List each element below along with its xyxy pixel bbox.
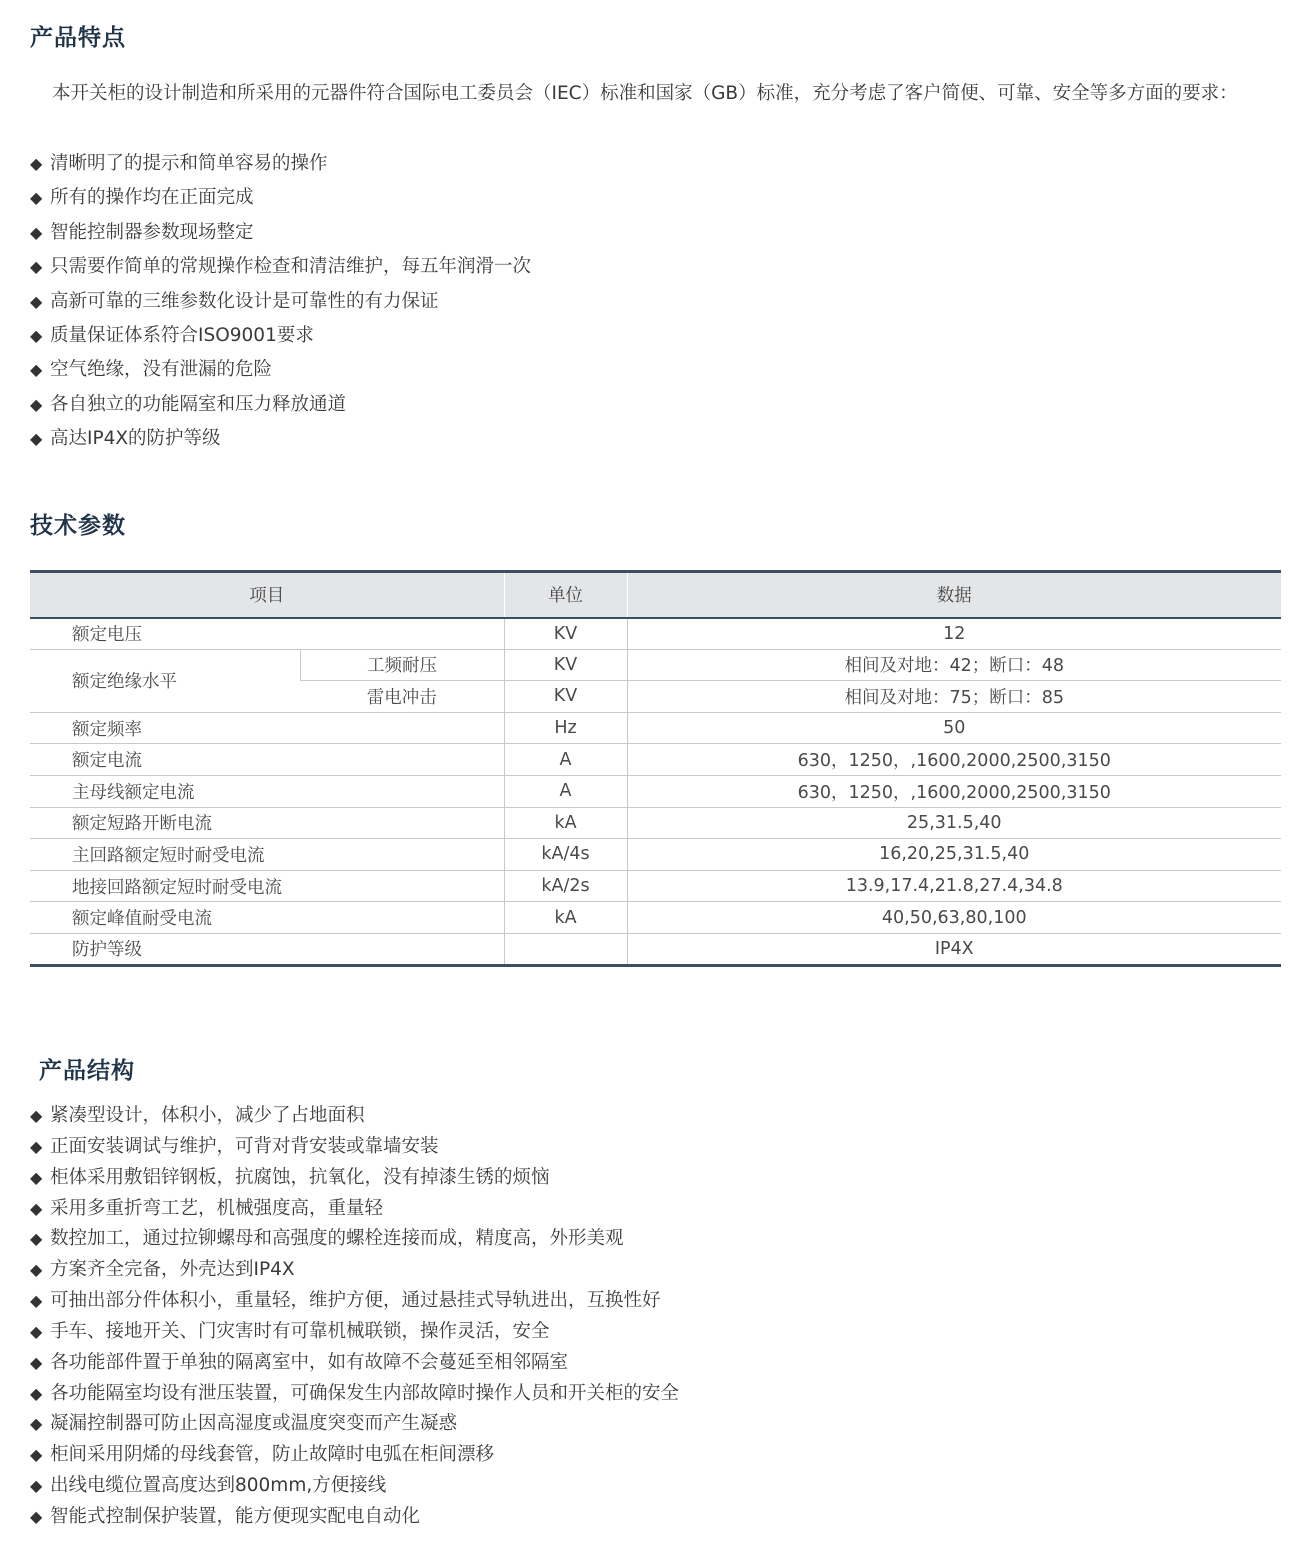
list-item: ◆ 柜体采用敷铝锌钢板，抗腐蚀，抗氧化，没有掉漆生锈的烦恼 [30,1163,679,1194]
row-name: 额定电流 [30,744,504,776]
header-data: 数据 [627,572,1281,618]
row-unit: A [504,775,627,807]
list-item: ◆ 紧凑型设计，体积小，减少了占地面积 [30,1101,679,1132]
row-name: 地接回路额定短时耐受电流 [30,870,504,902]
list-item: ◆ 柜间采用阴烯的母线套管，防止故障时电弧在柜间漂移 [30,1440,679,1471]
diamond-bullet-icon: ◆ [30,154,43,173]
row-name: 防护等级 [30,933,504,965]
table-row [30,902,1281,934]
diamond-bullet-icon: ◆ [30,1198,43,1218]
diamond-bullet-icon: ◆ [30,1352,43,1372]
list-item: ◆ 正面安装调试与维护，可背对背安装或靠墙安装 [30,1132,679,1163]
diamond-bullet-icon: ◆ [30,1383,43,1403]
list-item: ◆ 可抽出部分件体积小，重量轻，维护方便，通过悬挂式导轨进出，互换性好 [30,1286,679,1317]
table-row [30,744,1281,776]
diamond-bullet-icon: ◆ [30,1414,43,1434]
diamond-bullet-icon: ◆ [30,1136,43,1156]
row-unit: Hz [504,712,627,744]
diamond-bullet-icon: ◆ [30,1476,43,1496]
diamond-bullet-icon: ◆ [30,188,43,208]
row-name: 主回路额定短时耐受电流 [30,839,504,871]
table-row [30,649,1281,681]
diamond-bullet-icon: ◆ [30,325,43,345]
row-unit: KV [504,618,627,650]
list-item: ◆ 只需要作简单的常规操作检查和清洁维护，每五年润滑一次 [30,250,531,284]
features-title: 产品特点 [30,25,126,51]
row-subname: 雷电冲击 [300,681,504,713]
list-item: ◆ 质量保证体系符合ISO9001要求 [30,319,531,353]
table-row [30,618,1281,650]
diamond-bullet-icon: ◆ [30,1167,43,1187]
diamond-bullet-icon: ◆ [30,1106,43,1125]
diamond-bullet-icon: ◆ [30,360,43,380]
table-row [30,712,1281,744]
list-item: ◆ 高达IP4X的防护等级 [30,422,531,456]
list-item: ◆ 凝漏控制器可防止因高湿度或温度突变而产生凝惑 [30,1409,679,1440]
row-name: 额定绝缘水平 [30,649,300,712]
row-name: 额定电压 [30,618,504,650]
row-value: 12 [627,618,1281,650]
row-name: 额定短路开断电流 [30,807,504,839]
header-item: 项目 [30,572,504,618]
list-item: ◆ 手车、接地开关、门灾害时有可靠机械联锁，操作灵活，安全 [30,1317,679,1348]
row-value: 630，1250，,1600,2000,2500,3150 [627,744,1281,776]
table-row [30,775,1281,807]
list-item: ◆ 清晰明了的提示和简单容易的操作 [30,147,531,181]
diamond-bullet-icon: ◆ [30,394,43,414]
row-subname: 工频耐压 [300,649,504,681]
row-value: 40,50,63,80,100 [627,902,1281,934]
row-name: 额定峰值耐受电流 [30,902,504,934]
list-item: ◆ 各自独立的功能隔室和压力释放通道 [30,388,531,422]
row-unit: kA/4s [504,839,627,871]
list-item: ◆ 各功能部件置于单独的隔离室中，如有故障不会蔓延至相邻隔室 [30,1348,679,1379]
header-unit: 单位 [504,572,627,618]
list-item: ◆ 采用多重折弯工艺，机械强度高，重量轻 [30,1194,679,1225]
diamond-bullet-icon: ◆ [30,1229,43,1249]
list-item: ◆ 高新可靠的三维参数化设计是可靠性的有力保证 [30,285,531,319]
features-list [30,147,531,457]
row-unit: A [504,744,627,776]
list-item: ◆ 智能控制器参数现场整定 [30,216,531,250]
diamond-bullet-icon: ◆ [30,1445,43,1465]
row-unit: kA [504,807,627,839]
structure-list [30,1101,679,1533]
list-item: ◆ 所有的操作均在正面完成 [30,181,531,215]
structure-title: 产品结构 [39,1058,135,1084]
table-header-row [30,572,1281,618]
row-value: 16,20,25,31.5,40 [627,839,1281,871]
row-unit [504,933,627,965]
table-row [30,839,1281,871]
row-unit: kA [504,902,627,934]
list-item: ◆ 智能式控制保护装置，能方便现实配电自动化 [30,1502,679,1533]
diamond-bullet-icon: ◆ [30,1291,43,1311]
diamond-bullet-icon: ◆ [30,1506,43,1526]
diamond-bullet-icon: ◆ [30,222,43,242]
diamond-bullet-icon: ◆ [30,257,43,277]
row-unit: kA/2s [504,870,627,902]
row-name: 额定频率 [30,712,504,744]
row-unit: KV [504,681,627,713]
list-item: ◆ 数控加工，通过拉铆螺母和高强度的螺栓连接而成，精度高，外形美观 [30,1224,679,1255]
row-name: 主母线额定电流 [30,775,504,807]
row-value: 630，1250，,1600,2000,2500,3150 [627,775,1281,807]
specs-title: 技术参数 [30,513,126,539]
specs-table [30,570,1281,967]
diamond-bullet-icon: ◆ [30,1321,43,1341]
diamond-bullet-icon: ◆ [30,429,43,449]
row-value: 13.9,17.4,21.8,27.4,34.8 [627,870,1281,902]
list-item: ◆ 各功能隔室均设有泄压装置，可确保发生内部故障时操作人员和开关柜的安全 [30,1379,679,1410]
list-item: ◆ 方案齐全完备，外壳达到IP4X [30,1255,679,1286]
row-value: 相间及对地：42；断口：48 [627,649,1281,681]
row-value: 50 [627,712,1281,744]
table-row [30,807,1281,839]
features-intro [30,78,1270,110]
features-intro-text: 本开关柜的设计制造和所采用的元器件符合国际电工委员会（IEC）标准和国家（GB）标准，充分考虑了客户简便、可靠、安全等多方面的要求： [52,83,1238,104]
list-item: ◆ 出线电缆位置高度达到800mm,方便接线 [30,1471,679,1502]
row-value: IP4X [627,933,1281,965]
row-unit: KV [504,649,627,681]
table-row [30,870,1281,902]
diamond-bullet-icon: ◆ [30,1260,43,1280]
row-value: 相间及对地：75；断口：85 [627,681,1281,713]
row-value: 25,31.5,40 [627,807,1281,839]
list-item: ◆ 空气绝缘，没有泄漏的危险 [30,353,531,387]
table-row [30,933,1281,965]
diamond-bullet-icon: ◆ [30,291,43,311]
